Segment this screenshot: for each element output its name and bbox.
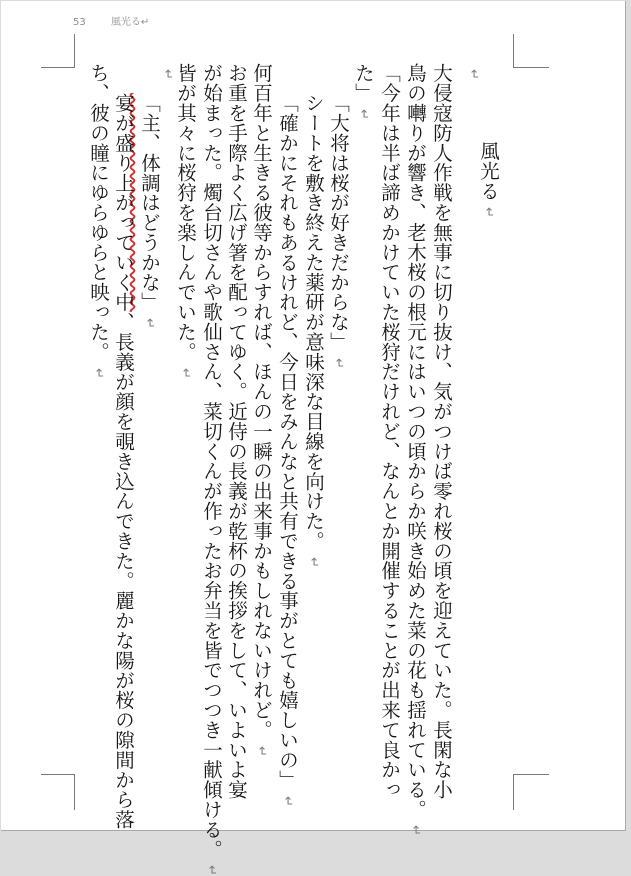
column-text: 宴が盛り上がっていく中、長義が顔を覗き込んできた。麗かな陽が桜の隙間から落: [112, 93, 135, 830]
column-text: 皆が其々に桜狩を楽しんでいた。: [174, 63, 197, 362]
text-column: [109, 93, 137, 830]
paragraph-mark: ↵: [466, 69, 481, 81]
column-text: 大侵寇防人作戦を無事に切り抜け、気がつけば零れ桜の頃を迎えていた。長閑な小: [430, 63, 453, 800]
column-text: シートを敷き終えた薬研が意味深な目線を向けた。: [302, 93, 325, 551]
paragraph-mark: ↵: [481, 206, 496, 218]
crop-mark: [513, 34, 514, 68]
column-text: が始まった。燭台切さんや歌仙さん、菜切くんが作ったお弁当を皆でつつき一献傾ける。: [200, 63, 223, 859]
text-column: [247, 63, 275, 783]
column-text: 何百年と生きる彼等からすれば、ほんの一瞬の出来事かもしれないけれど。: [250, 63, 273, 740]
column-text: 「確かにそれもあるけれど、今日をみんなと共有できる事がとても嬉しいの」: [276, 93, 299, 790]
text-column: [273, 93, 301, 813]
text-column: [401, 63, 429, 837]
paragraph-mark: ↵: [280, 795, 295, 807]
text-column: [84, 63, 112, 783]
column-text: 「大将は桜が好きだからな」: [327, 93, 350, 352]
text-column: [197, 63, 225, 876]
crop-mark: [41, 67, 75, 68]
crop-mark: [74, 34, 75, 68]
crop-mark: [41, 774, 75, 775]
crop-mark: [513, 774, 549, 775]
running-title: 風光る↵: [110, 17, 150, 28]
column-text: お重を手際よく広げ箸を配ってゆく。近侍の長義が乾杯の挨拶をして、いよいよ宴: [225, 63, 248, 800]
document-page: [1, 1, 626, 876]
paragraph-mark: ↵: [142, 317, 157, 330]
text-column: [324, 93, 352, 813]
column-text: 「今年は半ば諦めかけていた桜狩だけれど、なんとか開催することが出来て良かっ: [378, 63, 401, 800]
column-text: ち、彼の瞳にゆらゆらと映った。: [87, 63, 110, 362]
text-column: [222, 63, 250, 800]
text-column: [135, 93, 163, 813]
paragraph-mark: ↵: [254, 745, 269, 757]
paragraph-mark: ↵: [408, 825, 423, 837]
crop-mark: [74, 774, 75, 810]
page-number: 53: [73, 17, 86, 28]
crop-mark: [513, 67, 549, 68]
page-header: [73, 13, 149, 29]
text-column: [299, 93, 327, 813]
paragraph-mark: ↵: [306, 556, 321, 568]
column-text: 「主、体調はどうかな」: [138, 93, 161, 312]
column-text: た」: [352, 63, 375, 103]
crop-mark: [513, 774, 514, 810]
paragraph-mark: ↵: [178, 367, 193, 379]
title-text: 風光る: [477, 141, 500, 201]
paragraph-mark: ↵: [204, 865, 219, 876]
paragraph-mark: ↵: [91, 367, 106, 379]
column-text: 鳥の囀りが響き、老木桜の根元にはいつの頃からか咲き始めた菜の花も揺れている。: [404, 63, 427, 820]
text-column: [375, 63, 403, 800]
text-column: [349, 63, 377, 783]
text-column: [459, 63, 487, 783]
paragraph-mark: ↵: [356, 108, 371, 121]
text-column: [427, 63, 455, 800]
paragraph-mark: ↵: [160, 69, 175, 81]
paragraph-mark: ↵: [331, 357, 346, 369]
